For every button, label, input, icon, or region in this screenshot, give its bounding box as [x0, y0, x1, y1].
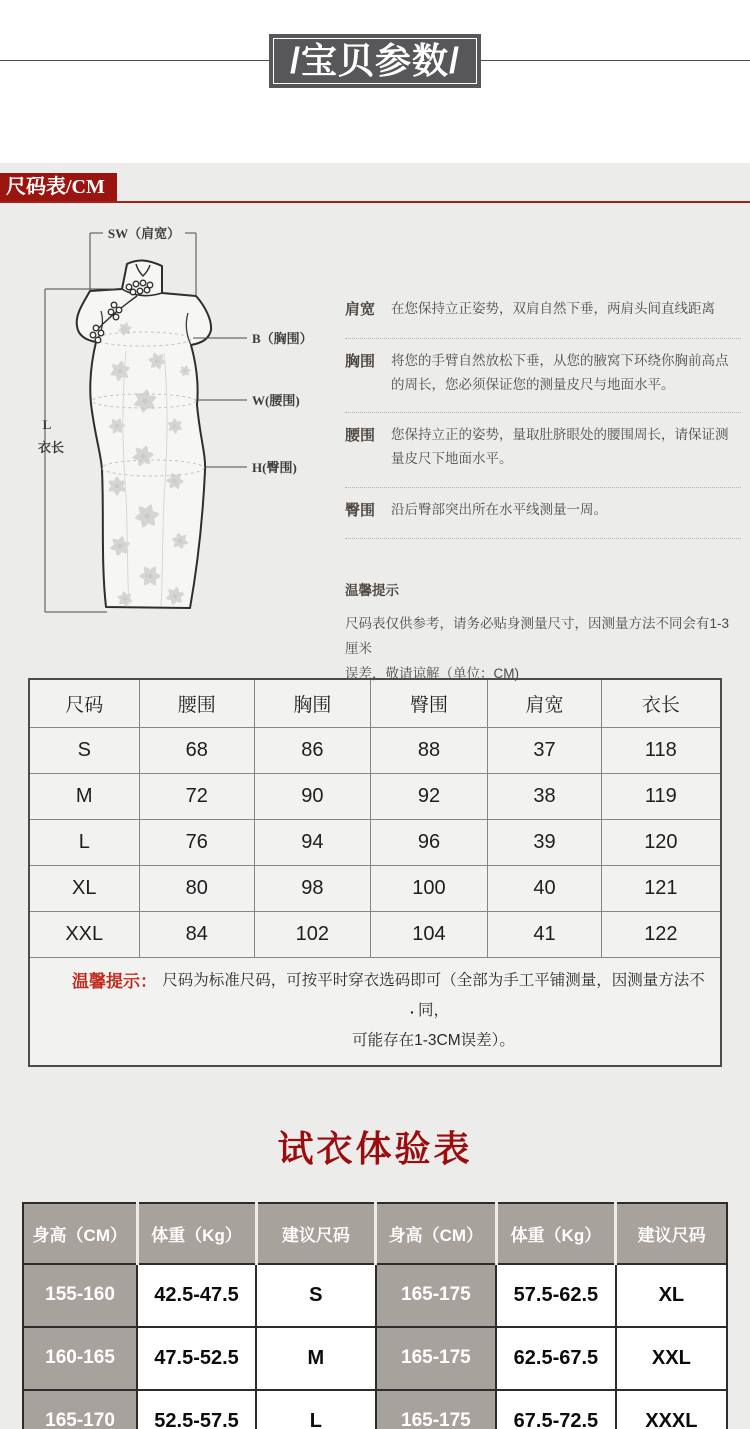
table-row	[29, 866, 721, 912]
measure-desc: 沿后臀部突出所在水平线测量一周。	[391, 501, 607, 517]
col-header-suggested-size-2: 建议尺码	[616, 1203, 727, 1264]
table-note-row	[29, 958, 721, 1066]
measure-desc: 在您保持立正姿势，双肩自然下垂，两肩头间直线距离	[391, 301, 715, 316]
warm-tips-title: 温馨提示	[345, 583, 399, 599]
page-title: /宝贝参数/	[289, 40, 461, 81]
diagram-label-shoulder: SW（肩宽）	[107, 226, 181, 241]
cell-bust: 90	[255, 774, 371, 820]
cell-suggested-size: XL	[616, 1264, 727, 1327]
cell-shoulder: 41	[488, 912, 601, 958]
col-header-suggested-size-1: 建议尺码	[256, 1203, 376, 1264]
measure-term: 胸围	[345, 352, 376, 370]
cell-height: 155-160	[23, 1264, 137, 1327]
cell-hip: 104	[370, 912, 488, 958]
cell-suggested-size: L	[256, 1390, 376, 1429]
fitting-header-row	[23, 1203, 727, 1264]
table-row	[23, 1327, 727, 1390]
measurement-instructions	[345, 203, 741, 687]
cell-waist: 84	[139, 912, 255, 958]
cell-height: 165-175	[376, 1390, 496, 1429]
cell-weight: 47.5-52.5	[137, 1327, 256, 1390]
col-header-weight-2: 体重（Kg）	[496, 1203, 616, 1264]
cell-size: S	[29, 728, 139, 774]
note-line2: 可能存在1-3CM误差）。	[352, 1032, 515, 1050]
col-header-length: 衣长	[601, 679, 721, 728]
cell-hip: 100	[370, 866, 488, 912]
measure-row-waist	[345, 413, 741, 488]
col-header-height-1: 身高（CM）	[23, 1203, 137, 1264]
cell-hip: 92	[370, 774, 488, 820]
cell-shoulder: 38	[488, 774, 601, 820]
cell-bust: 86	[255, 728, 371, 774]
col-header-size: 尺码	[29, 679, 139, 728]
col-header-weight-1: 体重（Kg）	[137, 1203, 256, 1264]
diagram-label-bust: B（胸围）	[252, 331, 313, 346]
col-header-waist: 腰围	[139, 679, 255, 728]
cell-size: XL	[29, 866, 139, 912]
cell-length: 120	[601, 820, 721, 866]
cell-weight: 67.5-72.5	[496, 1390, 616, 1429]
cell-waist: 76	[139, 820, 255, 866]
note-label: 温馨提示：	[72, 972, 157, 991]
fitting-table-title: 试衣体验表	[277, 1127, 473, 1169]
cell-hip: 96	[370, 820, 488, 866]
cell-weight: 52.5-57.5	[137, 1390, 256, 1429]
cell-size: XXL	[29, 912, 139, 958]
size-chart-table	[28, 678, 722, 1067]
diagram-label-waist: W(腰围)	[252, 393, 300, 408]
page-header	[0, 0, 750, 163]
note-line1: 尺码为标准尺码，可按平时穿衣选码即可（全部为手工平铺测量，因测量方法不同，	[162, 972, 705, 1020]
table-row	[23, 1390, 727, 1429]
table-row	[29, 912, 721, 958]
warm-tips-line2: 误差，敬请谅解（单位：CM)	[345, 666, 519, 682]
diagram-label-length-word: 衣长	[37, 440, 65, 455]
col-header-shoulder: 肩宽	[488, 679, 601, 728]
cell-bust: 98	[255, 866, 371, 912]
cell-waist: 80	[139, 866, 255, 912]
table-row	[29, 728, 721, 774]
page-title-box	[269, 34, 481, 88]
cell-height: 165-175	[376, 1327, 496, 1390]
warm-tips-line1: 尺码表仅供参考，请务必贴身测量尺寸，因测量方法不同会有1-3厘米	[345, 616, 730, 657]
col-header-height-2: 身高（CM）	[376, 1203, 496, 1264]
size-table-note	[29, 958, 721, 1066]
cell-shoulder: 40	[488, 866, 601, 912]
col-header-bust: 胸围	[255, 679, 371, 728]
warm-tips-body	[345, 612, 741, 687]
measure-desc: 您保持立正的姿势，量取肚脐眼处的腰围周长，请保证测量皮尺下地面水平。	[391, 427, 729, 467]
measure-term: 肩宽	[345, 301, 376, 318]
cell-waist: 72	[139, 774, 255, 820]
table-row	[29, 820, 721, 866]
cell-bust: 102	[255, 912, 371, 958]
cell-size: M	[29, 774, 139, 820]
measure-row-bust	[345, 339, 741, 414]
measure-row-hip	[345, 488, 741, 540]
cell-weight: 57.5-62.5	[496, 1264, 616, 1327]
cell-hip: 88	[370, 728, 488, 774]
cell-length: 122	[601, 912, 721, 958]
size-chart-section-header	[0, 163, 750, 203]
cell-size: L	[29, 820, 139, 866]
cell-length: 119	[601, 774, 721, 820]
cell-height: 165-170	[23, 1390, 137, 1429]
warm-tips-block	[345, 579, 741, 687]
cell-suggested-size: M	[256, 1327, 376, 1390]
page-title-inner-border	[273, 38, 477, 84]
diagram-label-length-letter: L	[42, 417, 52, 432]
cell-height: 165-175	[376, 1264, 496, 1327]
cell-suggested-size: XXXL	[616, 1390, 727, 1429]
dress-outline	[77, 260, 211, 608]
note-text	[157, 966, 710, 1057]
table-row	[23, 1264, 727, 1327]
cell-weight: 42.5-47.5	[137, 1264, 256, 1327]
fitting-experience-table	[22, 1202, 728, 1429]
measurement-diagram-section	[0, 203, 750, 682]
col-header-hip: 臀围	[370, 679, 488, 728]
cell-height: 160-165	[23, 1327, 137, 1390]
qipao-measurement-diagram	[25, 211, 355, 661]
cell-length: 118	[601, 728, 721, 774]
cell-waist: 68	[139, 728, 255, 774]
cell-shoulder: 39	[488, 820, 601, 866]
measure-term: 腰围	[345, 427, 376, 445]
measure-desc: 将您的手臂自然放松下垂，从您的腋窝下环绕你胸前高点的周长，您必须保证您的测量皮尺与地面水平。	[391, 352, 729, 392]
stray-dot: ·	[410, 1004, 415, 1020]
measure-row-shoulder	[345, 287, 741, 339]
cell-length: 121	[601, 866, 721, 912]
table-row	[29, 774, 721, 820]
cell-suggested-size: S	[256, 1264, 376, 1327]
cell-weight: 62.5-67.5	[496, 1327, 616, 1390]
cell-bust: 94	[255, 820, 371, 866]
diagram-label-hip: H(臀围)	[252, 460, 297, 475]
measure-term: 臀围	[345, 501, 376, 519]
cell-shoulder: 37	[488, 728, 601, 774]
cell-suggested-size: XXL	[616, 1327, 727, 1390]
size-chart-ribbon: 尺码表/CM	[0, 173, 117, 201]
